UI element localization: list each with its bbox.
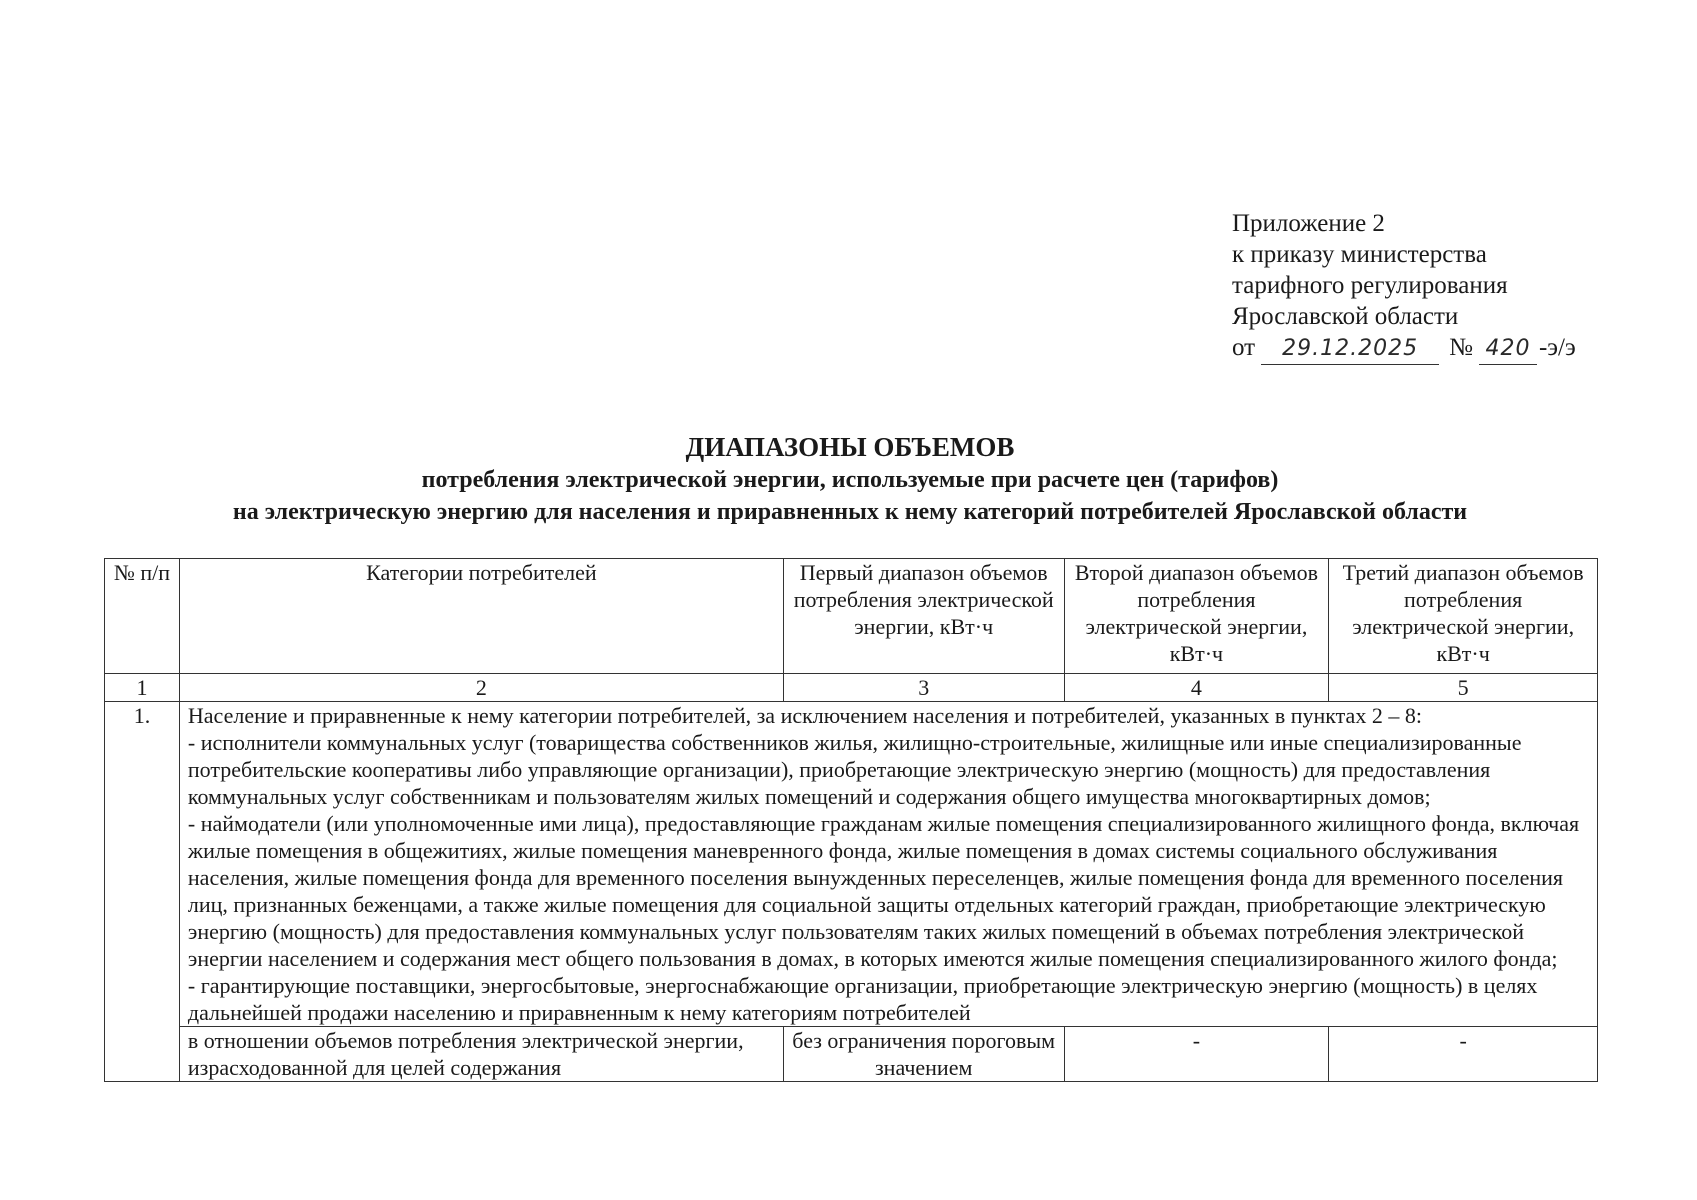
appendix-line-order: к приказу министерства (1232, 241, 1487, 268)
title-subtitle-1: потребления электрической энергии, используемые при расчете цен (тарифов) (421, 467, 1279, 493)
header-range-1: Первый диапазон объемов потребления электрической энергии, кВт·ч (783, 559, 1064, 674)
title-subtitle-2: на электрическую энергию для населения и приравненных к нему категорий потребителей Ярославской области (232, 499, 1468, 525)
header-num: № п/п (105, 559, 180, 674)
order-number-suffix: -э/э (1538, 334, 1576, 361)
table-subrow (105, 1027, 1598, 1082)
title-main: ДИАПАЗОНЫ ОБЪЕМОВ (685, 432, 1015, 462)
header-range-2: Второй диапазон объемов потребления электрической энергии, кВт·ч (1064, 559, 1329, 674)
subrow-range-2: - (1064, 1027, 1329, 1082)
column-number-1: 1 (105, 674, 180, 702)
header-category: Категории потребителей (179, 559, 783, 674)
column-number-4: 4 (1064, 674, 1329, 702)
row-number: 1. (105, 702, 180, 1082)
date-prefix: от (1232, 334, 1256, 361)
table-header-row (105, 559, 1598, 674)
header-range-3: Третий диапазон объемов потребления электрической энергии, кВт·ч (1329, 559, 1598, 674)
consumption-ranges-table (104, 558, 1598, 1082)
document-title (100, 430, 1600, 528)
category-intro: Население и приравненные к нему категории потребителей, за исключением населения и потребителей, указанных в пунктах 2 – 8: (187, 703, 1422, 728)
order-date: 29.12.2025 (1261, 333, 1439, 365)
category-item-utility-providers: - исполнители коммунальных услуг (товарищества собственников жилья, жилищно-строительные, жилищные или иные специализированные потребительские кооперативы либо управляющие организации), приобретающие электрическую энергию (мощность) для предоставления коммунальных услуг собственникам и пользователям жилых помещений и содержания общего имущества многоквартирных домов; (187, 730, 1522, 809)
column-number-row (105, 674, 1598, 702)
row-category-description (179, 702, 1597, 1027)
appendix-title: Приложение 2 (1232, 210, 1385, 237)
appendix-line-region: Ярославской области (1232, 303, 1459, 330)
column-number-3: 3 (783, 674, 1064, 702)
appendix-line-ministry: тарифного регулирования (1232, 272, 1508, 299)
column-number-5: 5 (1329, 674, 1598, 702)
number-label: № (1449, 334, 1473, 361)
column-number-2: 2 (179, 674, 783, 702)
order-number: 420 (1479, 333, 1537, 365)
table-row (105, 702, 1598, 1027)
appendix-block (1232, 208, 1576, 365)
subrow-range-3: - (1329, 1027, 1598, 1082)
category-item-landlords: - наймодатели (или уполномоченные ими лица), предоставляющие гражданам жилые помещения специализированного жилищного фонда, включая жилые помещения в общежитиях, жилые помещения маневренного фонда, жилые помещения в домах системы социального обслуживания населения, жилые помещения фонда для временного поселения вынужденных переселенцев, жилые помещения фонда для временного поселения лиц, признанных беженцами, а также жилые помещения для социальной защиты отдельных категорий граждан, приобретающие электрическую энергию (мощность) для предоставления коммунальных услуг пользователям таких жилых помещений в объемах потребления электрической энергии населением и содержания мест общего пользования в домах, в которых имеются жилые помещения специализированного жилого фонда; (187, 811, 1580, 971)
subrow-range-1: без ограничения пороговым значением (783, 1027, 1064, 1082)
order-reference (1232, 332, 1576, 365)
subrow-category: в отношении объемов потребления электрической энергии, израсходованной для целей содержания (179, 1027, 783, 1082)
category-item-suppliers: - гарантирующие поставщики, энергосбытовые, энергоснабжающие организации, приобретающие электрическую энергию (мощность) в целях дальнейшей продажи населению и приравненным к нему категориям потребителей (187, 973, 1538, 1025)
